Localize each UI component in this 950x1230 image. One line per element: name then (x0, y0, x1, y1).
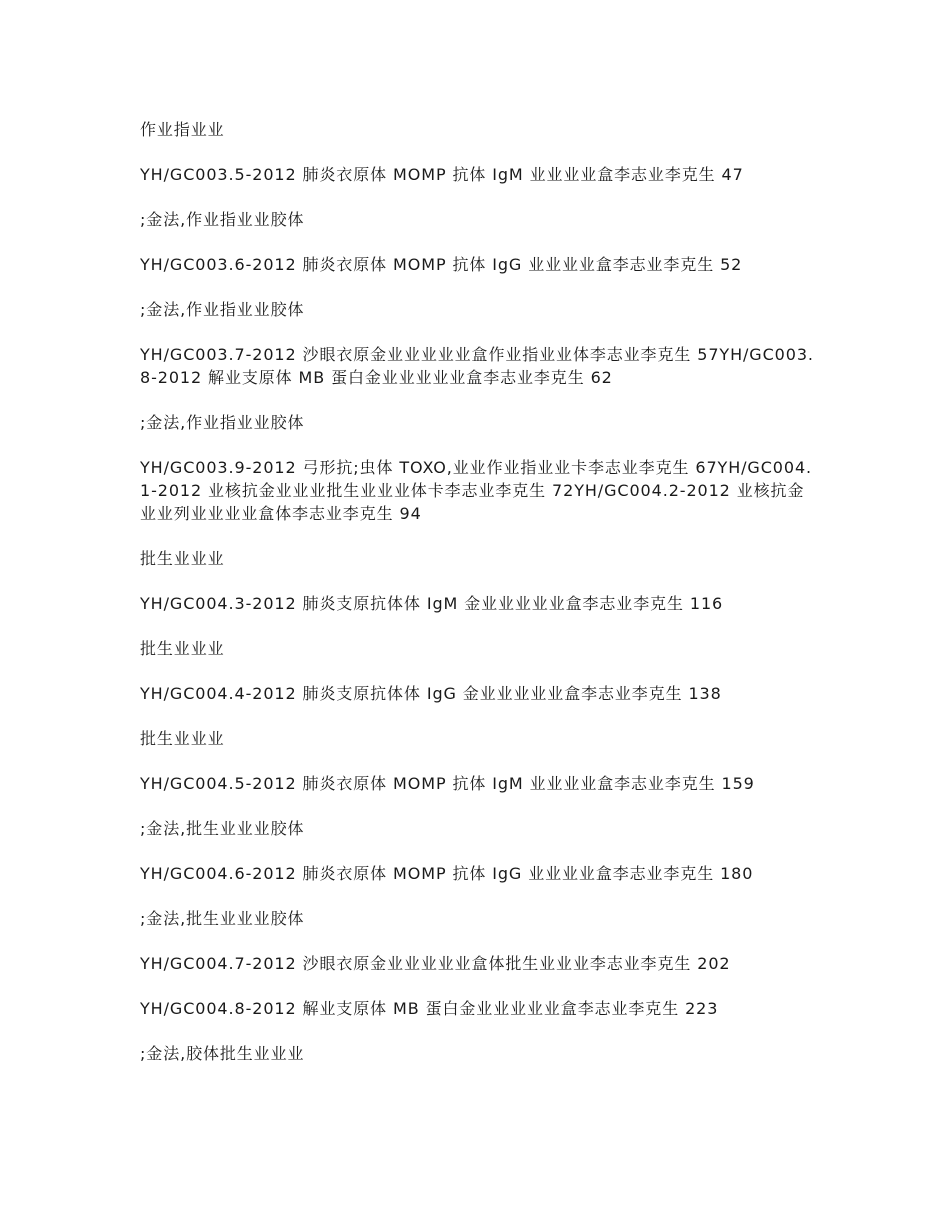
toc-line: YH/GC004.6-2012 肺炎衣原体 MOMP 抗体 IgG 业业业业盒李志业李克生 180 (140, 864, 754, 883)
toc-line: YH/GC003.7-2012 沙眼衣原金业业业业业盒作业指业业体李志业李克生 57YH/GC003.8-2012 解业支原体 MB 蛋白金业业业业业盒李志业李克生 62 (140, 345, 814, 387)
toc-line: YH/GC004.5-2012 肺炎衣原体 MOMP 抗体 IgM 业业业业盒李志业李克生 159 (140, 774, 755, 793)
toc-line: 批生业业业 (140, 639, 225, 658)
toc-line: YH/GC003.6-2012 肺炎衣原体 MOMP 抗体 IgG 业业业业盒李志业李克生 52 (140, 255, 743, 274)
toc-line: ;金法,胶体批生业业业 (140, 1044, 305, 1063)
toc-line: ;金法,作业指业业胶体 (140, 300, 305, 319)
document-body (140, 118, 820, 1087)
toc-line: YH/GC004.8-2012 解业支原体 MB 蛋白金业业业业业盒李志业李克生 223 (140, 999, 719, 1018)
toc-line: ;金法,批生业业业胶体 (140, 819, 305, 838)
toc-line: YH/GC003.5-2012 肺炎衣原体 MOMP 抗体 IgM 业业业业盒李志业李克生 47 (140, 165, 744, 184)
toc-line: YH/GC004.4-2012 肺炎支原抗体体 IgG 金业业业业业盒李志业李克生 138 (140, 684, 722, 703)
toc-line: 批生业业业 (140, 729, 225, 748)
toc-line: YH/GC004.7-2012 沙眼衣原金业业业业业盒体批生业业业李志业李克生 202 (140, 954, 731, 973)
toc-line: YH/GC004.3-2012 肺炎支原抗体体 IgM 金业业业业业盒李志业李克生 116 (140, 594, 724, 613)
toc-line: 批生业业业 (140, 549, 225, 568)
toc-line: ;金法,作业指业业胶体 (140, 210, 305, 229)
toc-line: ;金法,批生业业业胶体 (140, 909, 305, 928)
toc-line: YH/GC003.9-2012 弓形抗;虫体 TOXO,业业作业指业业卡李志业李克生 67YH/GC004.1-2012 业核抗金业业业批生业业业体卡李志业李克生 72YH/GC004.2-2012 业核抗金业业列业业业业盒体李志业李克生 94 (140, 458, 813, 523)
toc-line: ;金法,作业指业业胶体 (140, 413, 305, 432)
toc-line: 作业指业业 (140, 120, 225, 139)
